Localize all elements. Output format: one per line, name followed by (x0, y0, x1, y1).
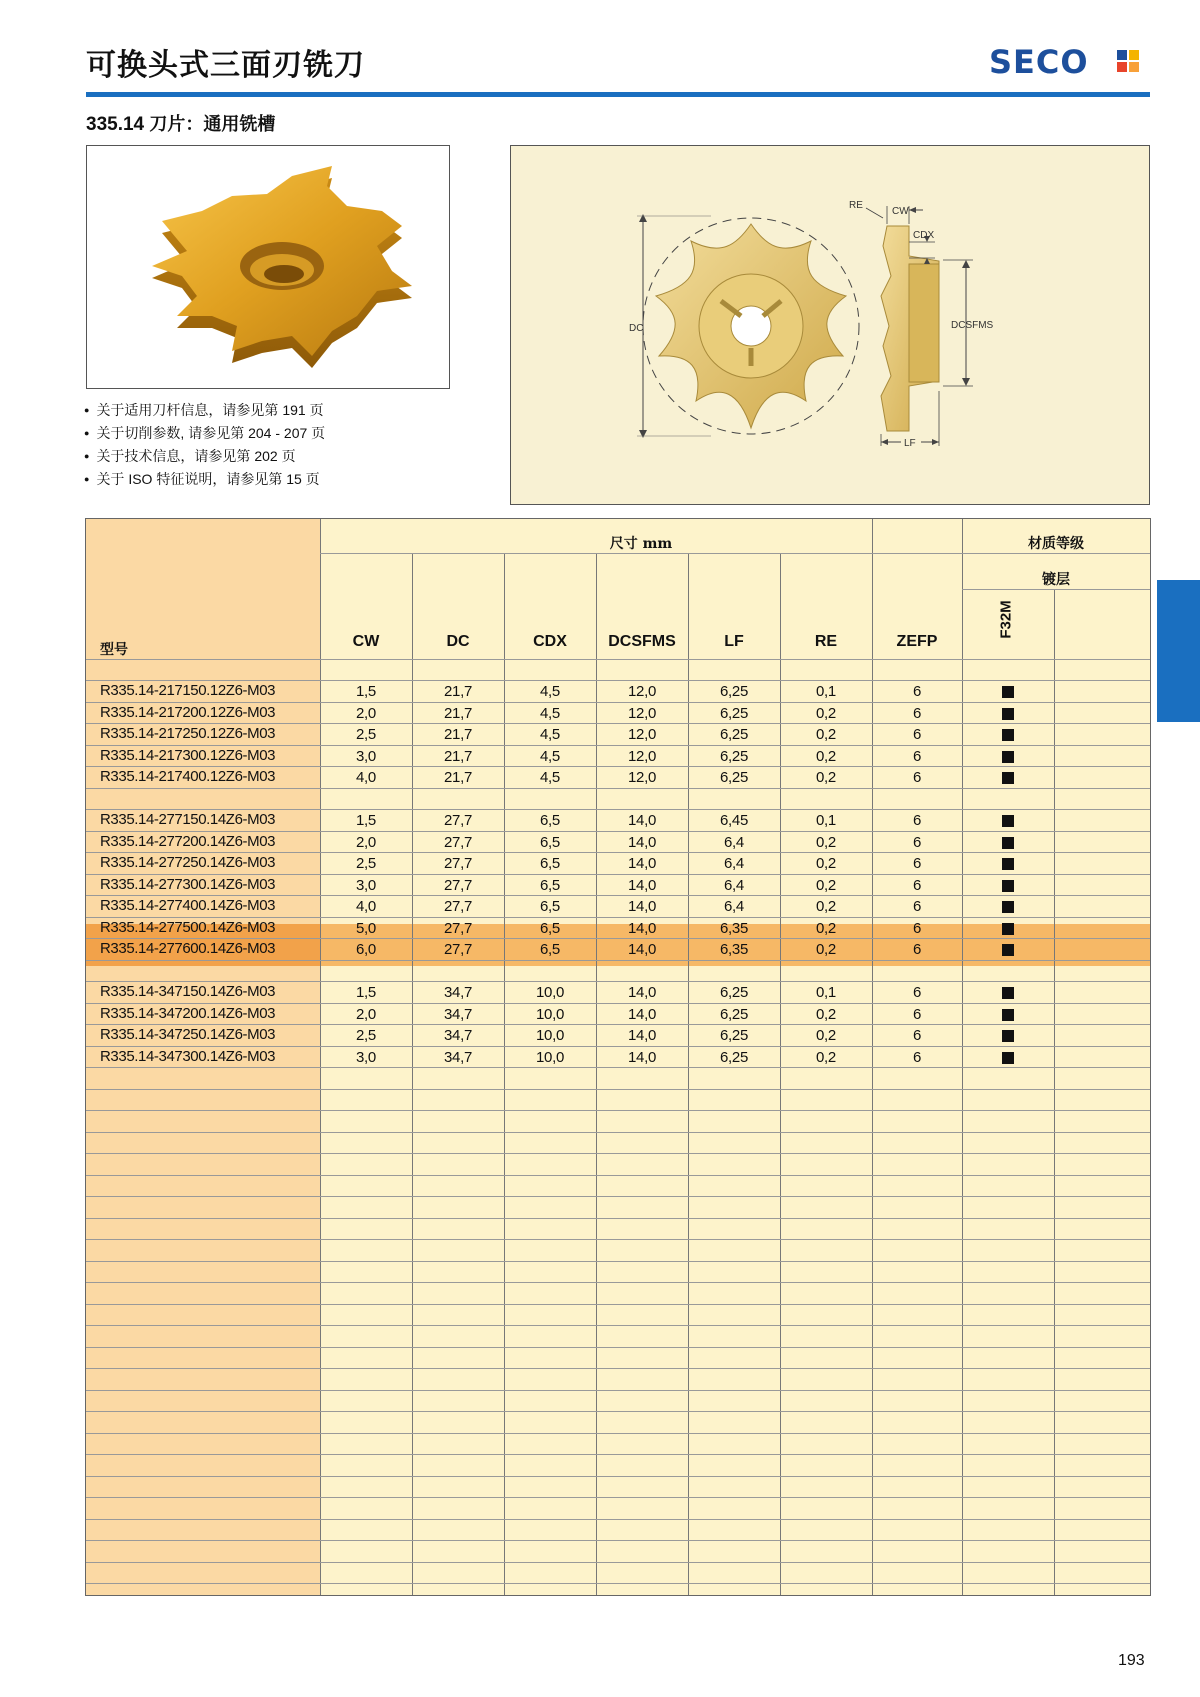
row-divider (86, 1347, 1150, 1348)
value-cell-cw: 2,0 (356, 704, 376, 722)
value-cell-zefp: 6 (912, 984, 922, 1001)
row-divider (86, 1304, 1150, 1305)
model-cell: R335.14-217150.12Z6-M03 (100, 682, 276, 699)
value-cell-cw: 5,0 (356, 919, 376, 937)
row-divider (86, 960, 1150, 961)
value-cell-cdx: 6,5 (540, 833, 560, 851)
value-cell-re: 0,1 (816, 812, 836, 829)
value-cell-re: 0,2 (816, 747, 836, 765)
value-cell-zefp: 6 (912, 941, 922, 958)
note-item: ● 关于技术信息，请参见第 202 页 (84, 446, 325, 469)
brand-text: SECO (989, 44, 1089, 80)
value-cell-zefp: 6 (912, 855, 922, 872)
value-cell-re: 0,2 (816, 876, 836, 894)
row-divider (86, 1261, 1150, 1262)
label-re: RE (849, 200, 863, 211)
value-cell-cw: 3,0 (356, 1048, 376, 1066)
value-cell-re: 0,1 (816, 984, 836, 1001)
row-divider (86, 1454, 1150, 1455)
value-cell-dc: 27,7 (444, 812, 472, 829)
value-cell-dc: 21,7 (444, 683, 472, 700)
model-cell: R335.14-347300.14Z6-M03 (100, 1047, 276, 1065)
row-divider (86, 788, 1150, 789)
value-cell-dc: 34,7 (444, 1005, 472, 1023)
model-cell: R335.14-217250.12Z6-M03 (100, 725, 276, 742)
label-cw: CW (892, 206, 909, 217)
value-cell-cdx: 4,5 (540, 769, 560, 786)
page-number: 193 (1118, 1652, 1145, 1669)
value-cell-re: 0,2 (816, 1048, 836, 1066)
row-divider (86, 1476, 1150, 1477)
grade-available-mark (1002, 837, 1014, 849)
page-title: 可换头式三面刃铣刀 (86, 48, 365, 83)
subtitle-code: 335.14 (86, 114, 145, 135)
value-cell-dc: 27,7 (444, 876, 472, 894)
row-divider (86, 1218, 1150, 1219)
value-cell-lf: 6,25 (720, 984, 748, 1001)
value-cell-lf: 6,25 (720, 704, 748, 722)
value-cell-zefp: 6 (912, 683, 922, 700)
seco-logo (989, 44, 1149, 80)
grade-available-mark (1002, 751, 1014, 763)
value-cell-cdx: 4,5 (540, 683, 560, 700)
value-cell-dcsfms: 14,0 (628, 833, 656, 851)
value-cell-dcsfms: 14,0 (628, 984, 656, 1001)
row-divider (962, 553, 1150, 554)
column-header-dcsfms: DCSFMS (608, 633, 676, 650)
value-cell-lf: 6,35 (720, 919, 748, 937)
row-divider (962, 589, 1150, 590)
value-cell-cdx: 10,0 (536, 984, 564, 1001)
value-cell-cw: 2,5 (356, 1027, 376, 1044)
row-divider (86, 1196, 1150, 1197)
value-cell-dcsfms: 14,0 (628, 812, 656, 829)
header-grade-group: 材质等级 (1028, 536, 1084, 552)
value-cell-cw: 1,5 (356, 683, 376, 700)
value-cell-cw: 4,0 (356, 898, 376, 915)
value-cell-lf: 6,4 (724, 898, 744, 915)
value-cell-lf: 6,25 (720, 747, 748, 765)
grade-available-mark (1002, 880, 1014, 892)
value-cell-cw: 1,5 (356, 812, 376, 829)
row-divider (86, 1433, 1150, 1434)
value-cell-zefp: 6 (912, 898, 922, 915)
grade-available-mark (1002, 944, 1014, 956)
value-cell-cw: 2,5 (356, 855, 376, 872)
value-cell-re: 0,2 (816, 855, 836, 872)
value-cell-dc: 21,7 (444, 704, 472, 722)
row-divider (86, 1239, 1150, 1240)
value-cell-zefp: 6 (912, 833, 922, 851)
grade-available-mark (1002, 708, 1014, 720)
model-cell: R335.14-277500.14Z6-M03 (100, 918, 276, 936)
column-divider (1054, 589, 1055, 1595)
value-cell-zefp: 6 (912, 1005, 922, 1023)
label-cdx: CDX (913, 230, 935, 241)
grade-available-mark (1002, 815, 1014, 827)
grade-available-mark (1002, 858, 1014, 870)
value-cell-cdx: 10,0 (536, 1027, 564, 1044)
row-divider (86, 1089, 1150, 1090)
value-cell-cw: 2,0 (356, 833, 376, 851)
value-cell-dcsfms: 14,0 (628, 855, 656, 872)
model-cell: R335.14-217300.12Z6-M03 (100, 746, 276, 764)
value-cell-lf: 6,25 (720, 769, 748, 786)
value-cell-dc: 34,7 (444, 1027, 472, 1044)
value-cell-lf: 6,4 (724, 833, 744, 851)
row-divider (86, 1519, 1150, 1520)
value-cell-re: 0,2 (816, 704, 836, 722)
value-cell-cdx: 6,5 (540, 919, 560, 937)
value-cell-dcsfms: 12,0 (628, 747, 656, 765)
note-item: ● 关于切削参数, 请参见第 204 - 207 页 (84, 423, 325, 446)
grade-available-mark (1002, 772, 1014, 784)
value-cell-re: 0,2 (816, 833, 836, 851)
value-cell-dcsfms: 14,0 (628, 1048, 656, 1066)
value-cell-zefp: 6 (912, 704, 922, 722)
row-divider (86, 1540, 1150, 1541)
row-divider (86, 1497, 1150, 1498)
grade-available-mark (1002, 1030, 1014, 1042)
value-cell-cw: 4,0 (356, 769, 376, 786)
value-cell-lf: 6,45 (720, 812, 748, 829)
column-header-zefp: ZEFP (896, 633, 938, 650)
value-cell-re: 0,2 (816, 919, 836, 937)
section-side-tab (1157, 580, 1200, 722)
value-cell-lf: 6,4 (724, 855, 744, 872)
value-cell-dcsfms: 12,0 (628, 726, 656, 743)
row-divider (86, 1132, 1150, 1133)
value-cell-zefp: 6 (912, 747, 922, 765)
row-divider (86, 1583, 1150, 1584)
model-cell: R335.14-277150.14Z6-M03 (100, 811, 276, 828)
row-divider (86, 1562, 1150, 1563)
grade-available-mark (1002, 901, 1014, 913)
product-image-box (86, 145, 450, 389)
row-divider (86, 659, 1150, 660)
value-cell-dc: 34,7 (444, 984, 472, 1001)
value-cell-lf: 6,25 (720, 1048, 748, 1066)
note-item: ● 关于适用刀杆信息，请参见第 191 页 (84, 400, 325, 423)
value-cell-cw: 6,0 (356, 941, 376, 958)
row-divider (86, 1282, 1150, 1283)
insert-spec-table (85, 518, 1151, 1596)
row-divider (86, 1368, 1150, 1369)
value-cell-cdx: 4,5 (540, 704, 560, 722)
value-cell-lf: 6,25 (720, 683, 748, 700)
value-cell-cdx: 10,0 (536, 1005, 564, 1023)
header-rule (86, 92, 1150, 97)
column-header-cw: CW (352, 633, 380, 650)
value-cell-cw: 2,0 (356, 1005, 376, 1023)
value-cell-dc: 27,7 (444, 855, 472, 872)
insert-dimension-drawing (511, 146, 1149, 504)
model-cell: R335.14-277250.14Z6-M03 (100, 854, 276, 871)
value-cell-re: 0,2 (816, 1005, 836, 1023)
value-cell-cdx: 10,0 (536, 1048, 564, 1066)
row-divider (86, 1175, 1150, 1176)
section-subtitle (86, 110, 275, 136)
value-cell-cw: 2,5 (356, 726, 376, 743)
value-cell-re: 0,2 (816, 941, 836, 958)
row-divider (86, 1411, 1150, 1412)
row-divider (86, 1325, 1150, 1326)
value-cell-dcsfms: 12,0 (628, 683, 656, 700)
value-cell-lf: 6,4 (724, 876, 744, 894)
grade-available-mark (1002, 923, 1014, 935)
row-divider (320, 553, 962, 554)
model-cell: R335.14-277400.14Z6-M03 (100, 897, 276, 914)
value-cell-zefp: 6 (912, 876, 922, 894)
model-cell: R335.14-347250.14Z6-M03 (100, 1026, 276, 1043)
subtitle-text: 刀片：通用铣槽 (149, 114, 276, 135)
value-cell-dcsfms: 14,0 (628, 898, 656, 915)
value-cell-zefp: 6 (912, 812, 922, 829)
insert-product-illustration (87, 146, 449, 388)
model-cell: R335.14-217400.12Z6-M03 (100, 768, 276, 785)
grade-available-mark (1002, 1052, 1014, 1064)
label-dcsfms: DCSFMS (951, 320, 994, 331)
value-cell-zefp: 6 (912, 726, 922, 743)
header-coating: 镀层 (1042, 572, 1070, 588)
header-dimensions-group: 尺寸 mm (609, 536, 673, 552)
value-cell-dcsfms: 14,0 (628, 1027, 656, 1044)
model-cell: R335.14-347150.14Z6-M03 (100, 983, 276, 1000)
value-cell-re: 0,2 (816, 769, 836, 786)
value-cell-zefp: 6 (912, 1048, 922, 1066)
value-cell-zefp: 6 (912, 919, 922, 937)
model-cell: R335.14-217200.12Z6-M03 (100, 703, 276, 721)
value-cell-lf: 6,25 (720, 726, 748, 743)
row-divider (86, 1110, 1150, 1111)
value-cell-lf: 6,25 (720, 1027, 748, 1044)
value-cell-cdx: 4,5 (540, 726, 560, 743)
header-model: 型号 (100, 642, 128, 658)
value-cell-dcsfms: 14,0 (628, 919, 656, 937)
value-cell-dc: 27,7 (444, 898, 472, 915)
value-cell-cw: 1,5 (356, 984, 376, 1001)
value-cell-dcsfms: 14,0 (628, 1005, 656, 1023)
model-cell: R335.14-277300.14Z6-M03 (100, 875, 276, 893)
header-f32m: F32M (997, 600, 1015, 639)
value-cell-zefp: 6 (912, 1027, 922, 1044)
column-header-dc: DC (446, 633, 470, 650)
grade-available-mark (1002, 1009, 1014, 1021)
value-cell-re: 0,2 (816, 1027, 836, 1044)
model-cell: R335.14-277200.14Z6-M03 (100, 832, 276, 850)
model-cell: R335.14-347200.14Z6-M03 (100, 1004, 276, 1022)
notes-list (84, 400, 325, 492)
column-header-lf: LF (724, 633, 744, 650)
value-cell-dc: 21,7 (444, 747, 472, 765)
grade-available-mark (1002, 729, 1014, 741)
value-cell-cdx: 6,5 (540, 812, 560, 829)
value-cell-cdx: 6,5 (540, 855, 560, 872)
value-cell-dc: 27,7 (444, 941, 472, 958)
value-cell-dcsfms: 12,0 (628, 769, 656, 786)
technical-drawing-box (510, 145, 1150, 505)
value-cell-lf: 6,35 (720, 941, 748, 958)
label-dc: DC (629, 323, 644, 334)
value-cell-dc: 27,7 (444, 919, 472, 937)
value-cell-re: 0,2 (816, 726, 836, 743)
value-cell-dcsfms: 14,0 (628, 876, 656, 894)
value-cell-cdx: 6,5 (540, 876, 560, 894)
value-cell-cdx: 6,5 (540, 898, 560, 915)
value-cell-dc: 27,7 (444, 833, 472, 851)
value-cell-cdx: 6,5 (540, 941, 560, 958)
column-header-re: RE (814, 633, 838, 650)
grade-available-mark (1002, 987, 1014, 999)
value-cell-cdx: 4,5 (540, 747, 560, 765)
label-lf: LF (904, 438, 916, 449)
value-cell-re: 0,2 (816, 898, 836, 915)
model-cell: R335.14-277600.14Z6-M03 (100, 940, 276, 957)
row-divider (86, 1153, 1150, 1154)
note-item: ● 关于 ISO 特征说明，请参见第 15 页 (84, 469, 325, 492)
value-cell-lf: 6,25 (720, 1005, 748, 1023)
value-cell-re: 0,1 (816, 683, 836, 700)
value-cell-dcsfms: 12,0 (628, 704, 656, 722)
value-cell-cw: 3,0 (356, 747, 376, 765)
value-cell-dc: 21,7 (444, 769, 472, 786)
row-divider (86, 1390, 1150, 1391)
value-cell-dcsfms: 14,0 (628, 941, 656, 958)
value-cell-cw: 3,0 (356, 876, 376, 894)
value-cell-dc: 21,7 (444, 726, 472, 743)
column-header-cdx: CDX (533, 633, 567, 650)
value-cell-zefp: 6 (912, 769, 922, 786)
value-cell-dc: 34,7 (444, 1048, 472, 1066)
grade-available-mark (1002, 686, 1014, 698)
